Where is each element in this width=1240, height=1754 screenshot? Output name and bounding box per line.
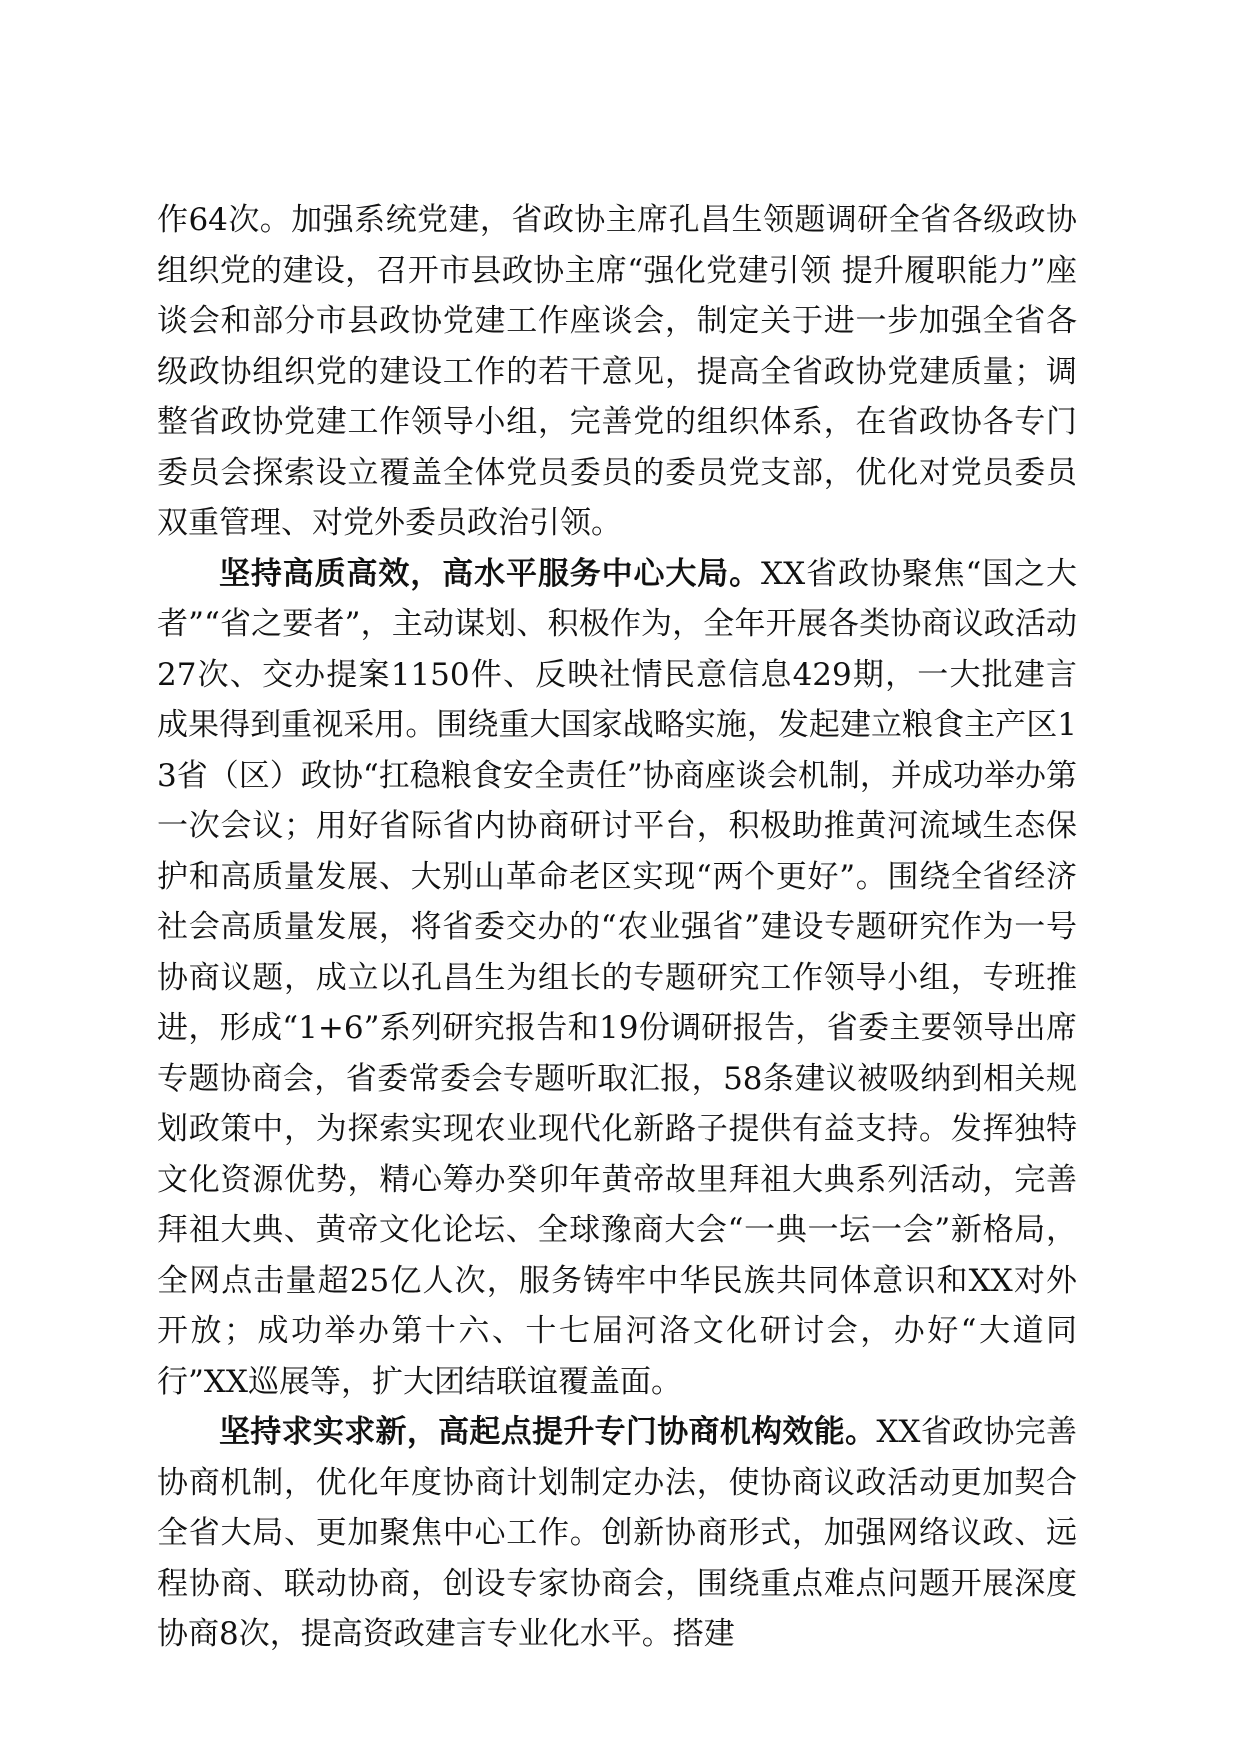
paragraph-text: 作64次。加强系统党建，省政协主席孔昌生领题调研全省各级政协组织党的建设，召开市县政协主席“强化党建引领 提升履职能力”座谈会和部分市县政协党建工作座谈会，制定关于进一步加强全省各级政协组织党的建设工作的若干意见，提高全省政协党建质量；调整省政协党建工作领导小组，完善党的组织体系，在省政协各专门委员会探索设立覆盖全体党员委员的委员党支部，优化对党员委员双重管理、对党外委员政治引领。 xyxy=(157,202,1077,541)
paragraph-party-building xyxy=(157,195,1077,549)
document-body xyxy=(157,195,1077,1660)
paragraph-text: XX省政协聚焦“国之大者”“省之要者”，主动谋划、积极作为，全年开展各类协商议政活动27次、交办提案1150件、反映社情民意信息429期，一大批建言成果得到重视采用。围绕重大国家战略实施，发起建立粮食主产区13省（区）政协“扛稳粮食安全责任”协商座谈会机制，并成功举办第一次会议；用好省际省内协商研讨平台，积极助推黄河流域生态保护和高质量发展、大别山革命老区实现“两个更好”。围绕全省经济社会高质量发展，将省委交办的“农业强省”建设专题研究作为一号协商议题，成立以孔昌生为组长的专题研究工作领导小组，专班推进，形成“1+6”系列研究报告和19份调研报告，省委主要领导出席专题协商会，省委常委会专题听取汇报，58条建议被吸纳到相关规划政策中，为探索实现农业现代化新路子提供有益支持。发挥独特文化资源优势，精心筹办癸卯年黄帝故里拜祖大典系列活动，完善拜祖大典、黄帝文化论坛、全球豫商大会“一典一坛一会”新格局，全网点击量超25亿人次，服务铸牢中华民族共同体意识和XX对外开放；成功举办第十六、十七届河洛文化研讨会，办好“大道同行”XX巡展等，扩大团结联谊覆盖面。 xyxy=(157,555,1077,1400)
paragraph-consultation-efficiency xyxy=(157,1407,1077,1660)
paragraph-lead-heading: 坚持高质高效，高水平服务中心大局。 xyxy=(219,555,762,592)
paragraph-serve-central-tasks xyxy=(157,549,1077,1408)
paragraph-lead-heading: 坚持求实求新，高起点提升专门协商机构效能。 xyxy=(219,1414,877,1450)
paragraph-text: XX省政协完善协商机制，优化年度协商计划制定办法，使协商议政活动更加契合全省大局、更加聚焦中心工作。创新协商形式，加强网络议政、远程协商、联动协商，创设专家协商会，围绕重点难点问题开展深度协商8次，提高资政建言专业化水平。搭建 xyxy=(157,1414,1078,1652)
